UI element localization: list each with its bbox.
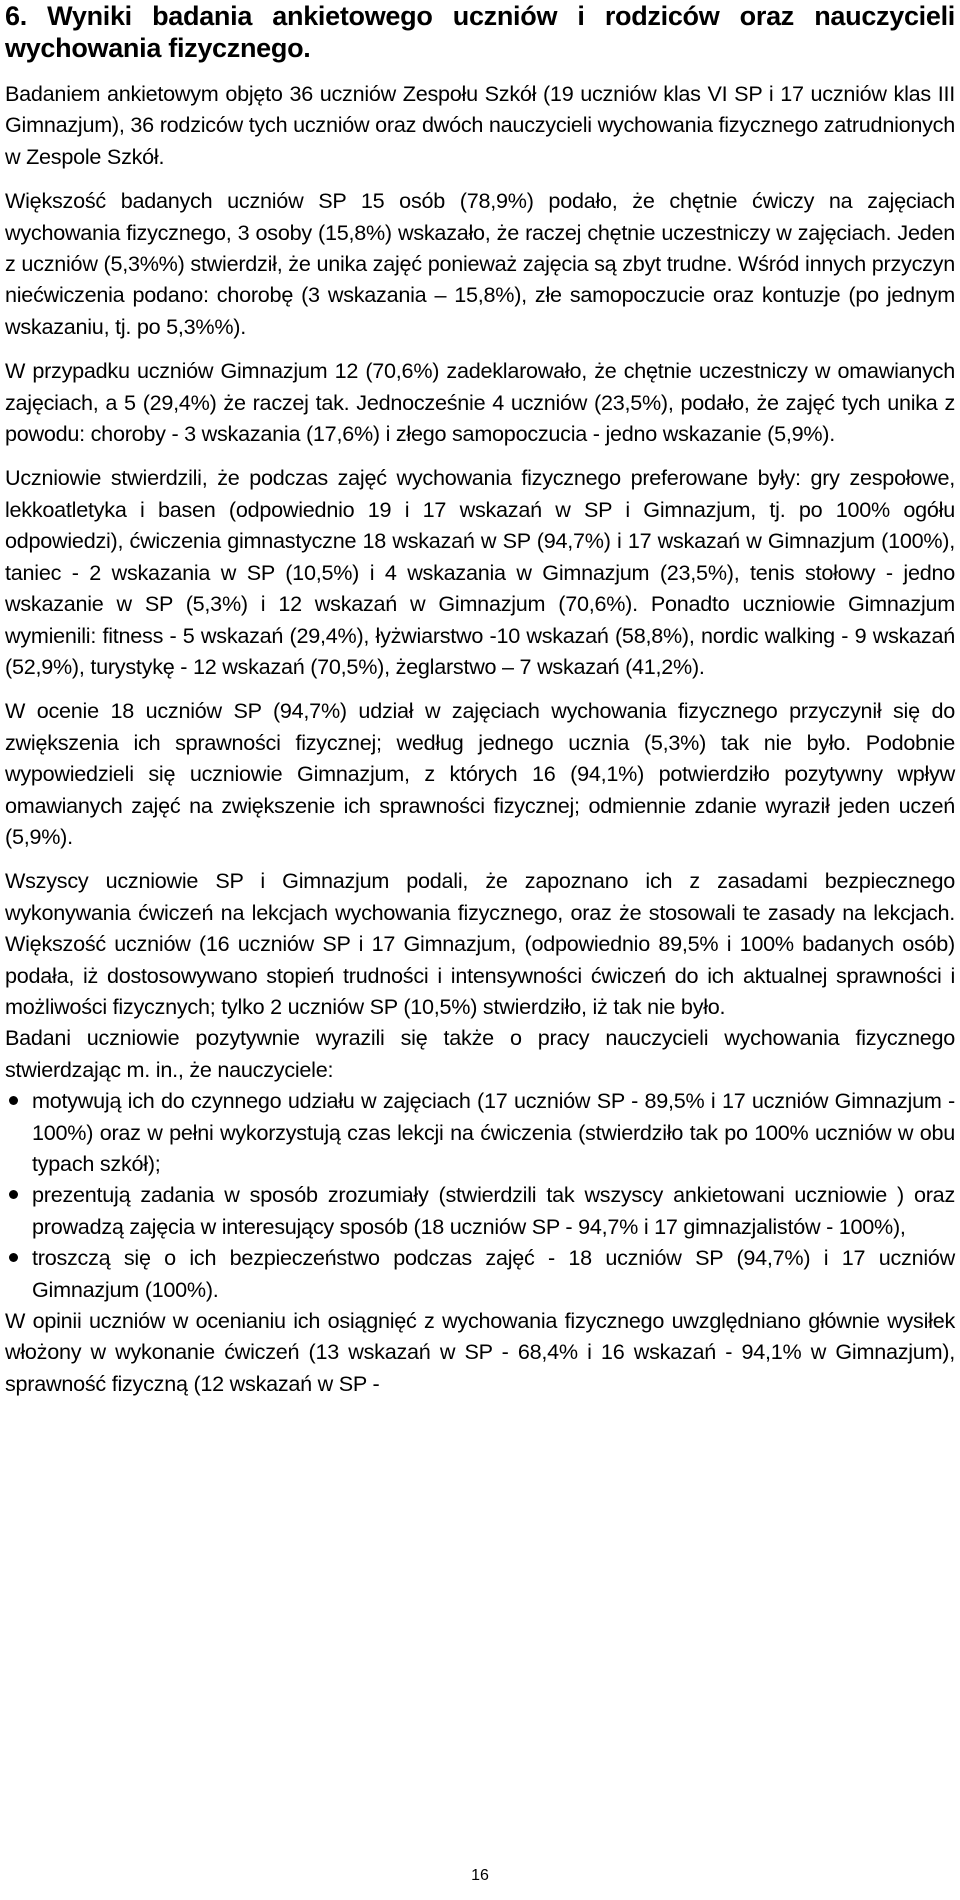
list-item xyxy=(5,1085,955,1179)
bullet-icon xyxy=(9,1190,18,1199)
list-item xyxy=(5,1242,955,1305)
list-item-text: motywują ich do czynnego udziału w zajęciach (17 uczniów SP - 89,5% i 17 uczniów Gimnazjum - 100%) oraz w pełni wykorzystują czas lekcji na ćwiczenia (stwierdziło tak po 100% uczniów w obu typach szkół); xyxy=(32,1088,955,1176)
teacher-qualities-list xyxy=(5,1085,955,1305)
paragraph-safety-rules: Wszyscy uczniowie SP i Gimnazjum podali, że zapoznano ich z zasadami bezpiecznego wykonywania ćwiczeń na lekcjach wychowania fizycznego, oraz że stosowali te zasady na lekcjach. Większość uczniów (16 uczniów SP i 17 Gimnazjum, (odpowiednio 89,5% i 100% badanych osób) podała, iż dostosowywano stopień trudności i intensywności ćwiczeń do ich aktualnej sprawności i możliwości fizycznych; tylko 2 uczniów SP (10,5%) stwierdziło, iż tak nie było. xyxy=(5,868,955,1019)
paragraph-preferred-activities: Uczniowie stwierdzili, że podczas zajęć wychowania fizycznego preferowane były: gry zespołowe, lekkoatletyka i basen (odpowiednio 19 i 17 wskazań w SP i Gimnazjum, tj. po 100% ogółu odpowiedzi), ćwiczenia gimnastyczne 18 wskazań w SP (94,7%) i 17 wskazań w Gimnazjum (100%), taniec - 2 wskazania w SP (10,5%) i 4 wskazania w Gimnazjum (23,5%), tenis stołowy - jedno wskazanie w SP (5,3%) i 12 wskazań w Gimnazjum (70,6%). Ponadto uczniowie Gimnazjum wymienili: fitness - 5 wskazań (29,4%), łyżwiarstwo -10 wskazań (58,8%), nordic walking - 9 wskazań (52,9%), turystykę - 12 wskazań (70,5%), żeglarstwo – 7 wskazań (41,2%). xyxy=(5,465,955,679)
paragraph-fitness-improvement: W ocenie 18 uczniów SP (94,7%) udział w zajęciach wychowania fizycznego przyczynił się do zwiększenia ich sprawności fizycznej; według jednego ucznia (5,3%) tak nie było. Podobnie wypowiedzieli się uczniowie Gimnazjum, z których 16 (94,1%) potwierdziło pozytywny wpływ omawianych zajęć na zwiększenie ich sprawności fizycznej; odmiennie zdanie wyraził jeden uczeń (5,9%). xyxy=(5,698,955,849)
paragraph-survey-scope: Badaniem ankietowym objęto 36 uczniów Zespołu Szkół (19 uczniów klas VI SP i 17 uczniów klas III Gimnazjum), 36 rodziców tych uczniów oraz dwóch nauczycieli wychowania fizycznego zatrudnionych w Zespole Szkół. xyxy=(5,81,955,169)
paragraph-teacher-opinion: Badani uczniowie pozytywnie wyrazili się także o pracy nauczycieli wychowania fizycznego stwierdzając m. in., że nauczyciele: xyxy=(5,1025,955,1082)
paragraph-assessment-criteria: W opinii uczniów w ocenianiu ich osiągnięć z wychowania fizycznego uwzględniano głównie wysiłek włożony w wykonanie ćwiczeń (13 wskazań w SP - 68,4% i 16 wskazań - 94,1% w Gimnazjum), sprawność fizyczną (12 wskazań w SP - xyxy=(5,1308,955,1396)
list-item xyxy=(5,1179,955,1242)
document-page xyxy=(5,0,955,1399)
list-item-text: prezentują zadania w sposób zrozumiały (stwierdzili tak wszyscy ankietowani uczniowie ) oraz prowadzą zajęcia w interesujący sposób (18 uczniów SP - 94,7% i 17 gimnazjalistów - 100%), xyxy=(32,1182,955,1239)
bullet-icon xyxy=(9,1096,18,1105)
bullet-icon xyxy=(9,1253,18,1262)
page-number: 16 xyxy=(471,1867,489,1884)
paragraph-gimnazjum-students: W przypadku uczniów Gimnazjum 12 (70,6%) zadeklarowało, że chętnie uczestniczy w omawianych zajęciach, a 5 (29,4%) że raczej tak. Jednocześnie 4 uczniów (23,5%), podało, że zajęć tych unika z powodu: choroby - 3 wskazania (17,6%) i złego samopoczucia - jedno wskazanie (5,9%). xyxy=(5,358,955,447)
section-heading: 6. Wyniki badania ankietowego uczniów i rodziców oraz nauczycieli wychowania fizycznego. xyxy=(5,1,955,63)
list-item-text: troszczą się o ich bezpieczeństwo podczas zajęć - 18 uczniów SP (94,7%) i 17 uczniów Gimnazjum (100%). xyxy=(32,1245,955,1302)
paragraph-sp-students: Większość badanych uczniów SP 15 osób (78,9%) podało, że chętnie ćwiczy na zajęciach wychowania fizycznego, 3 osoby (15,8%) wskazało, że raczej chętnie uczestniczy w zajęciach. Jeden z uczniów (5,3%%) stwierdził, że unika zajęć ponieważ zajęcia są zbyt trudne. Wśród innych przyczyn niećwiczenia podano: chorobę (3 wskazania – 15,8%), złe samopoczucie oraz kontuzje (po jednym wskazaniu, tj. po 5,3%%). xyxy=(5,188,955,339)
